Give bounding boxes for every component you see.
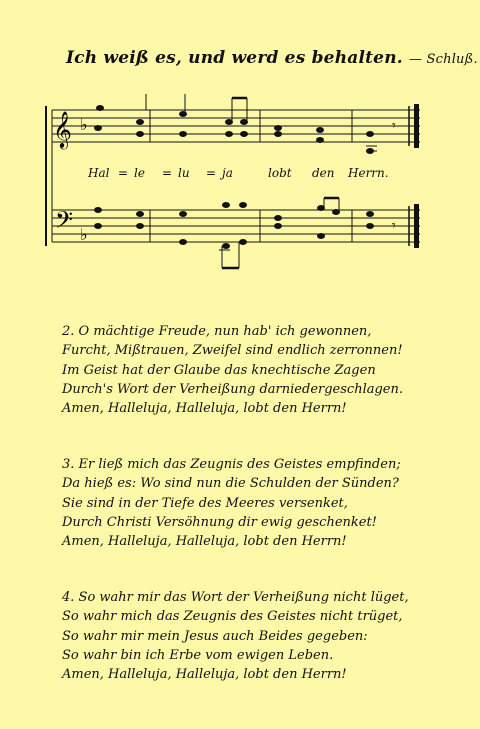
treble-staff	[52, 110, 420, 142]
system-brace	[46, 106, 52, 246]
hymn-title-text: Ich weiß es, und werd es behalten.	[66, 48, 403, 68]
treble-notes	[94, 94, 377, 154]
bass-notes	[94, 198, 374, 268]
eighth-rest-icon: 𝄾	[392, 218, 396, 234]
hymn-title-suffix: — Schluß.	[409, 52, 478, 67]
lyric-syllable: le	[134, 166, 145, 180]
stanza-line: 4. So wahr mir das Wort der Verheißung nicht lüget,	[62, 590, 409, 605]
stanza-line: 3. Er ließ mich das Zeugnis des Geistes empfinden;	[62, 457, 401, 472]
stanza-line: So wahr mir mein Jesus auch Beides gegeben:	[62, 628, 368, 644]
lyric-syllable: lobt	[268, 166, 292, 180]
lyric-syllable: Hal	[88, 166, 110, 180]
lyric-syllable: lu	[178, 166, 190, 180]
treble-clef-icon: 𝄞	[53, 110, 72, 148]
stanza-line: Amen, Halleluja, Halleluja, lobt den Herrn!	[62, 667, 347, 683]
lyric-syllable: ja	[222, 166, 233, 180]
stanza-4	[62, 588, 462, 684]
stanza-line: Amen, Halleluja, Halleluja, lobt den Herrn!	[62, 534, 347, 550]
bass-staff	[52, 210, 420, 242]
stanza-3	[62, 455, 462, 551]
stanza-line: Durch Christi Versöhnung dir ewig geschenket!	[62, 514, 377, 530]
lyric-hyphen: =	[162, 166, 173, 180]
flat-icon: ♭	[80, 115, 88, 134]
stanza-line: Sie sind in der Tiefe des Meeres versenket,	[62, 495, 348, 511]
stanza-line: Amen, Halleluja, Halleluja, lobt den Herrn!	[62, 401, 347, 417]
stanza-line: So wahr bin ich Erbe vom ewigen Leben.	[62, 647, 334, 663]
stanza-2	[62, 322, 462, 418]
stanza-line: Furcht, Mißtrauen, Zweifel sind endlich zerronnen!	[62, 343, 403, 359]
stanza-line: Im Geist hat der Glaube das knechtische Zagen	[62, 362, 376, 378]
stanza-line: 2. O mächtige Freude, nun hab' ich gewonnen,	[62, 324, 372, 339]
stanza-line: Durch's Wort der Verheißung darniedergeschlagen.	[62, 381, 403, 397]
flat-icon: ♭	[80, 225, 88, 244]
lyric-syllable: den	[312, 166, 335, 180]
eighth-rest-icon: 𝄾	[392, 118, 396, 134]
lyric-syllable: Herrn.	[348, 166, 389, 180]
stanza-line: So wahr mich das Zeugnis des Geistes nicht trüget,	[62, 609, 403, 625]
bass-clef-icon: 𝄢	[55, 206, 74, 239]
stanza-line: Da hieß es: Wo sind nun die Schulden der Sünden?	[62, 476, 399, 492]
lyric-hyphen: =	[206, 166, 217, 180]
lyric-hyphen: =	[118, 166, 129, 180]
